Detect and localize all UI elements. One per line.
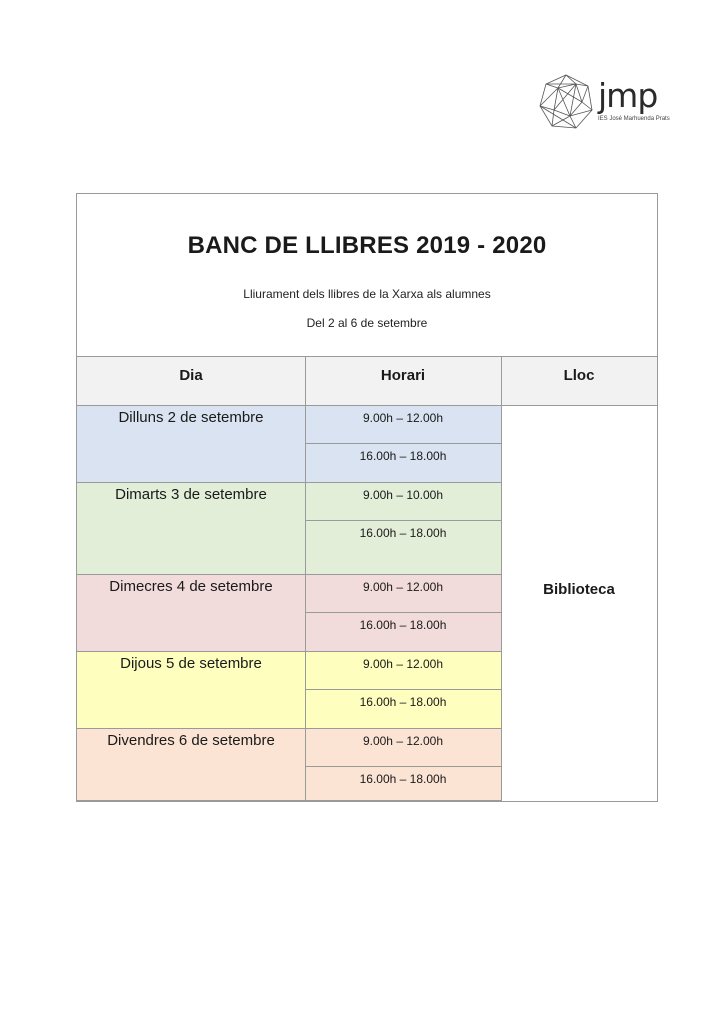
time-slot-cell: 16.00h – 18.00h	[305, 521, 501, 575]
time-slot-cell: 16.00h – 18.00h	[305, 444, 501, 483]
header-day: Dia	[77, 356, 305, 406]
time-slot-cell: 16.00h – 18.00h	[305, 767, 501, 801]
column-divider	[305, 356, 306, 802]
school-logo	[536, 72, 668, 134]
logo-subtitle: IES José Marhuenda Prats	[598, 116, 670, 122]
subtitle-dates: Del 2 al 6 de setembre	[306, 316, 428, 330]
header-place: Lloc	[501, 356, 657, 406]
place-cell: Biblioteca	[543, 581, 615, 598]
time-slot-cell: 9.00h – 12.00h	[305, 406, 501, 444]
day-label-cell: Divendres 6 de setembre	[77, 729, 305, 801]
day-label-cell: Dijous 5 de setembre	[77, 652, 305, 729]
day-label-cell: Dimecres 4 de setembre	[77, 575, 305, 652]
time-slot-cell: 9.00h – 12.00h	[305, 652, 501, 690]
page-title: BANC DE LLIBRES 2019 - 2020	[187, 232, 547, 259]
time-slot-cell: 9.00h – 12.00h	[305, 575, 501, 613]
polyhedron-logo-icon	[536, 72, 596, 132]
column-divider	[501, 356, 502, 802]
day-label-cell: Dimarts 3 de setembre	[77, 483, 305, 575]
subtitle-delivery: Lliurament dels llibres de la Xarxa als alumnes	[243, 287, 491, 301]
schedule-frame	[76, 193, 658, 802]
time-slot-cell: 9.00h – 10.00h	[305, 483, 501, 521]
time-slot-cell: 9.00h – 12.00h	[305, 729, 501, 767]
day-label-cell: Dilluns 2 de setembre	[77, 406, 305, 483]
header-schedule: Horari	[305, 356, 501, 406]
logo-wordmark: jmp	[598, 76, 658, 115]
time-slot-cell: 16.00h – 18.00h	[305, 690, 501, 729]
time-slot-cell: 16.00h – 18.00h	[305, 613, 501, 652]
